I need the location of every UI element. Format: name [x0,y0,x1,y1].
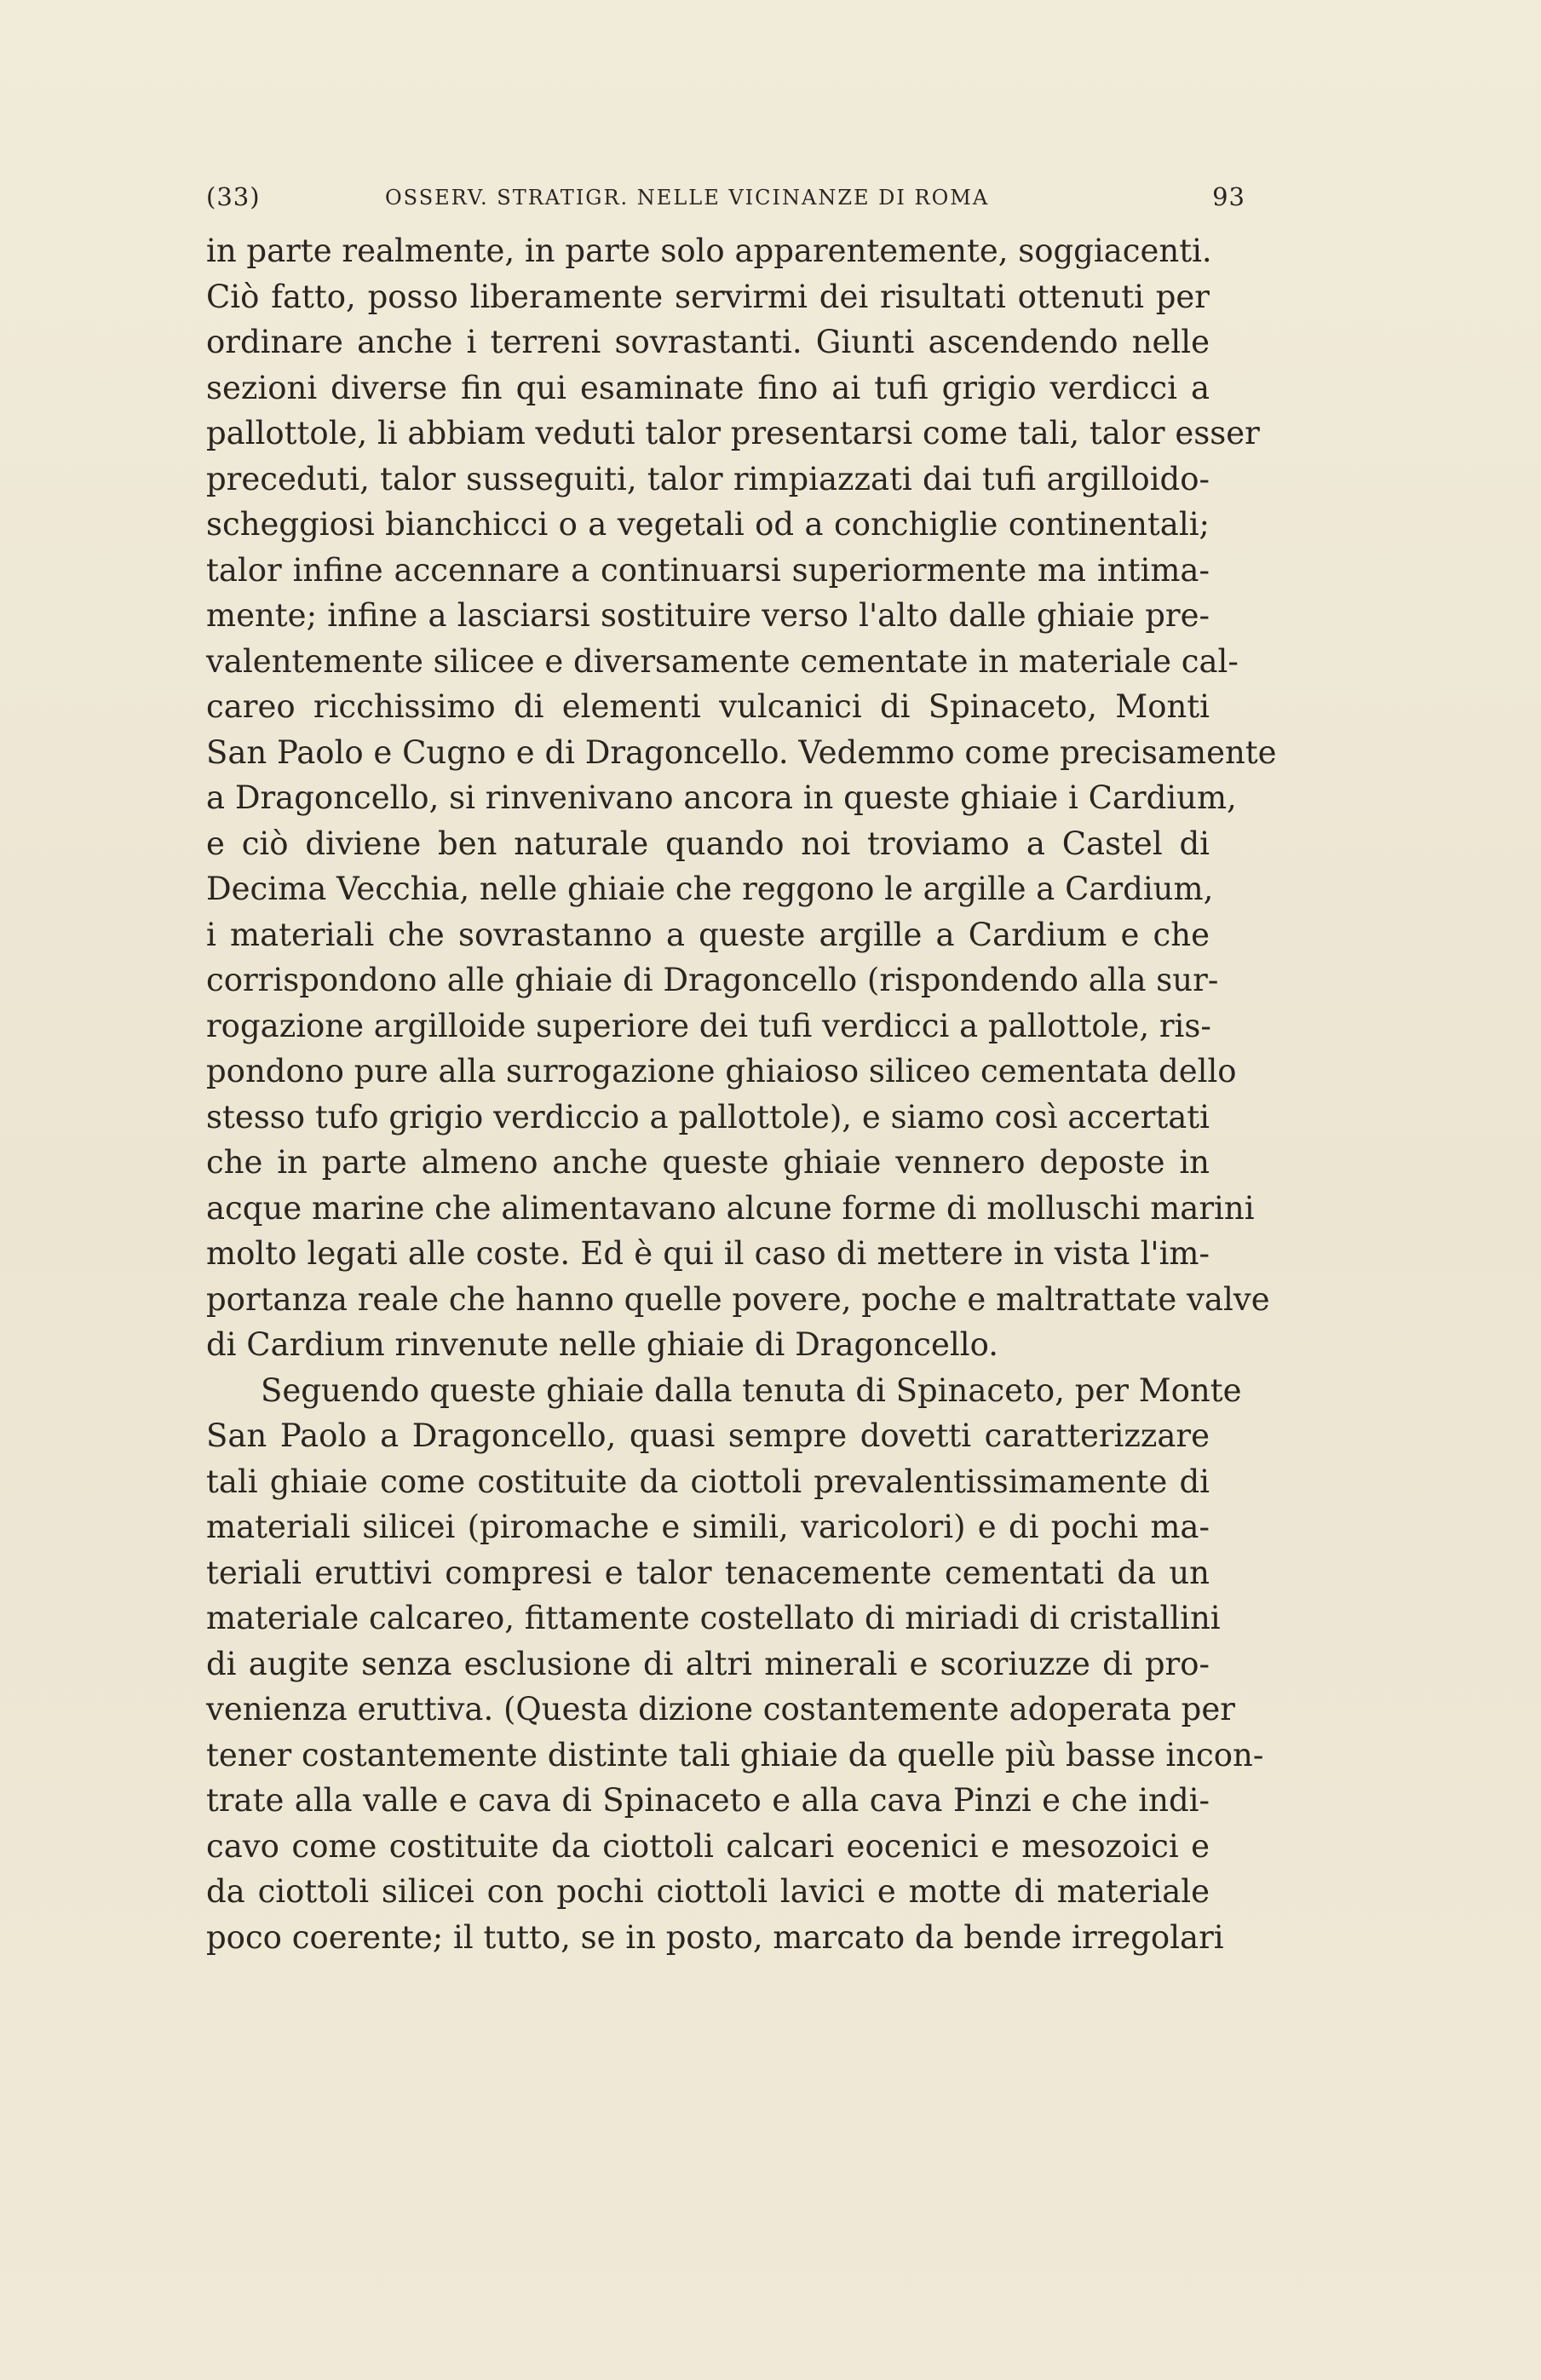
running-title: OSSERV. STRATIGR. NELLE VICINANZE DI ROMA [385,186,990,210]
text-line: pondono pure alla surrogazione ghiaioso siliceo cementata dello [206,1053,1237,1089]
running-header [206,182,1245,225]
text-line: Decima Vecchia, nelle ghiaie che reggono le argille a Cardium, [206,871,1214,907]
body-text [206,228,1277,1960]
text-line: Ciò fatto, posso liberamente servirmi dei risultati ottenuti per [206,278,1210,315]
text-line: cavo come costituite da ciottoli calcari eocenici e mesozoici e [206,1827,1210,1865]
text-line: stesso tufo grigio verdiccio a pallottole), e siamo così accertati [206,1098,1210,1135]
text-line: San Paolo a Dragoncello, quasi sempre dovetti caratterizzare [206,1417,1210,1454]
text-line: che in parte almeno anche queste ghiaie vennero deposte in [206,1144,1210,1181]
text-line: molto legati alle coste. Ed è qui il caso di mettere in vista l'im- [206,1235,1210,1272]
text-line: teriali eruttivi compresi e talor tenacemente cementati da un [206,1554,1210,1591]
text-line: trate alla valle e cava di Spinaceto e alla cava Pinzi e che indi- [206,1782,1210,1819]
text-line: preceduti, talor susseguiti, talor rimpiazzati dai tufi argilloido- [206,460,1210,497]
text-line: corrispondono alle ghiaie di Dragoncello (rispondendo alla sur- [206,962,1219,998]
text-line: da ciottoli silicei con pochi ciottoli lavici e motte di materiale [206,1873,1210,1910]
text-line: mente; infine a lasciarsi sostituire verso l'alto dalle ghiaie pre- [206,597,1210,634]
text-line: careo ricchissimo di elementi vulcanici di Spinaceto, Monti [206,688,1210,725]
text-line: talor infine accennare a continuarsi superiormente ma intima- [206,551,1210,589]
text-line: acque marine che alimentavano alcune forme di molluschi marini [206,1189,1255,1227]
paragraph-end-line: di Cardium rinvenute nelle ghiaie di Dragoncello. [206,1326,998,1363]
section-number: (33) [206,182,261,211]
text-line: rogazione argilloide superiore dei tufi verdicci a pallottole, ris- [206,1007,1211,1044]
text-line: a Dragoncello, si rinvenivano ancora in queste ghiaie i Cardium, [206,779,1237,816]
text-line: portanza reale che hanno quelle povere, poche e maltrattate valve [206,1280,1270,1318]
text-line: materiali silicei (piromache e simili, varicolori) e di pochi ma- [206,1509,1210,1545]
text-line: San Paolo e Cugno e di Dragoncello. Vedemmo come precisamente [206,733,1277,771]
text-line: tener costantemente distinte tali ghiaie da quelle più basse incon- [206,1736,1264,1774]
text-line: e ciò diviene ben naturale quando noi troviamo a Castel di [206,825,1210,862]
text-line: in parte realmente, in parte solo apparentemente, soggiacenti. [206,233,1212,269]
text-line: venienza eruttiva. (Questa dizione costantemente adoperata per [206,1691,1235,1728]
paragraph-start-line: Seguendo queste ghiaie dalla tenuta di Spinaceto, per Monte [261,1371,1242,1409]
text-line: scheggiosi bianchicci o a vegetali od a conchiglie continentali; [206,506,1210,543]
text-line: sezioni diverse fin qui esaminate fino ai tufi grigio verdicci a [206,369,1210,406]
text-line: di augite senza esclusione di altri minerali e scoriuzze di pro- [206,1645,1210,1682]
text-line: valentemente silicee e diversamente cementate in materiale cal- [206,642,1239,680]
text-line: ordinare anche i terreni sovrastanti. Giunti ascendendo nelle [206,324,1210,360]
page-number: 93 [1212,182,1245,211]
text-line: i materiali che sovrastanno a queste argille a Cardium e che [206,916,1210,953]
text-line: poco coerente; il tutto, se in posto, marcato da bende irregolari [206,1918,1224,1956]
text-line: pallottole, li abbiam veduti talor presentarsi come tali, talor esser [206,415,1260,451]
text-line: tali ghiaie come costituite da ciottoli prevalentissimamente di [206,1463,1210,1500]
text-line: materiale calcareo, fittamente costellato di miriadi di cristallini [206,1600,1221,1636]
